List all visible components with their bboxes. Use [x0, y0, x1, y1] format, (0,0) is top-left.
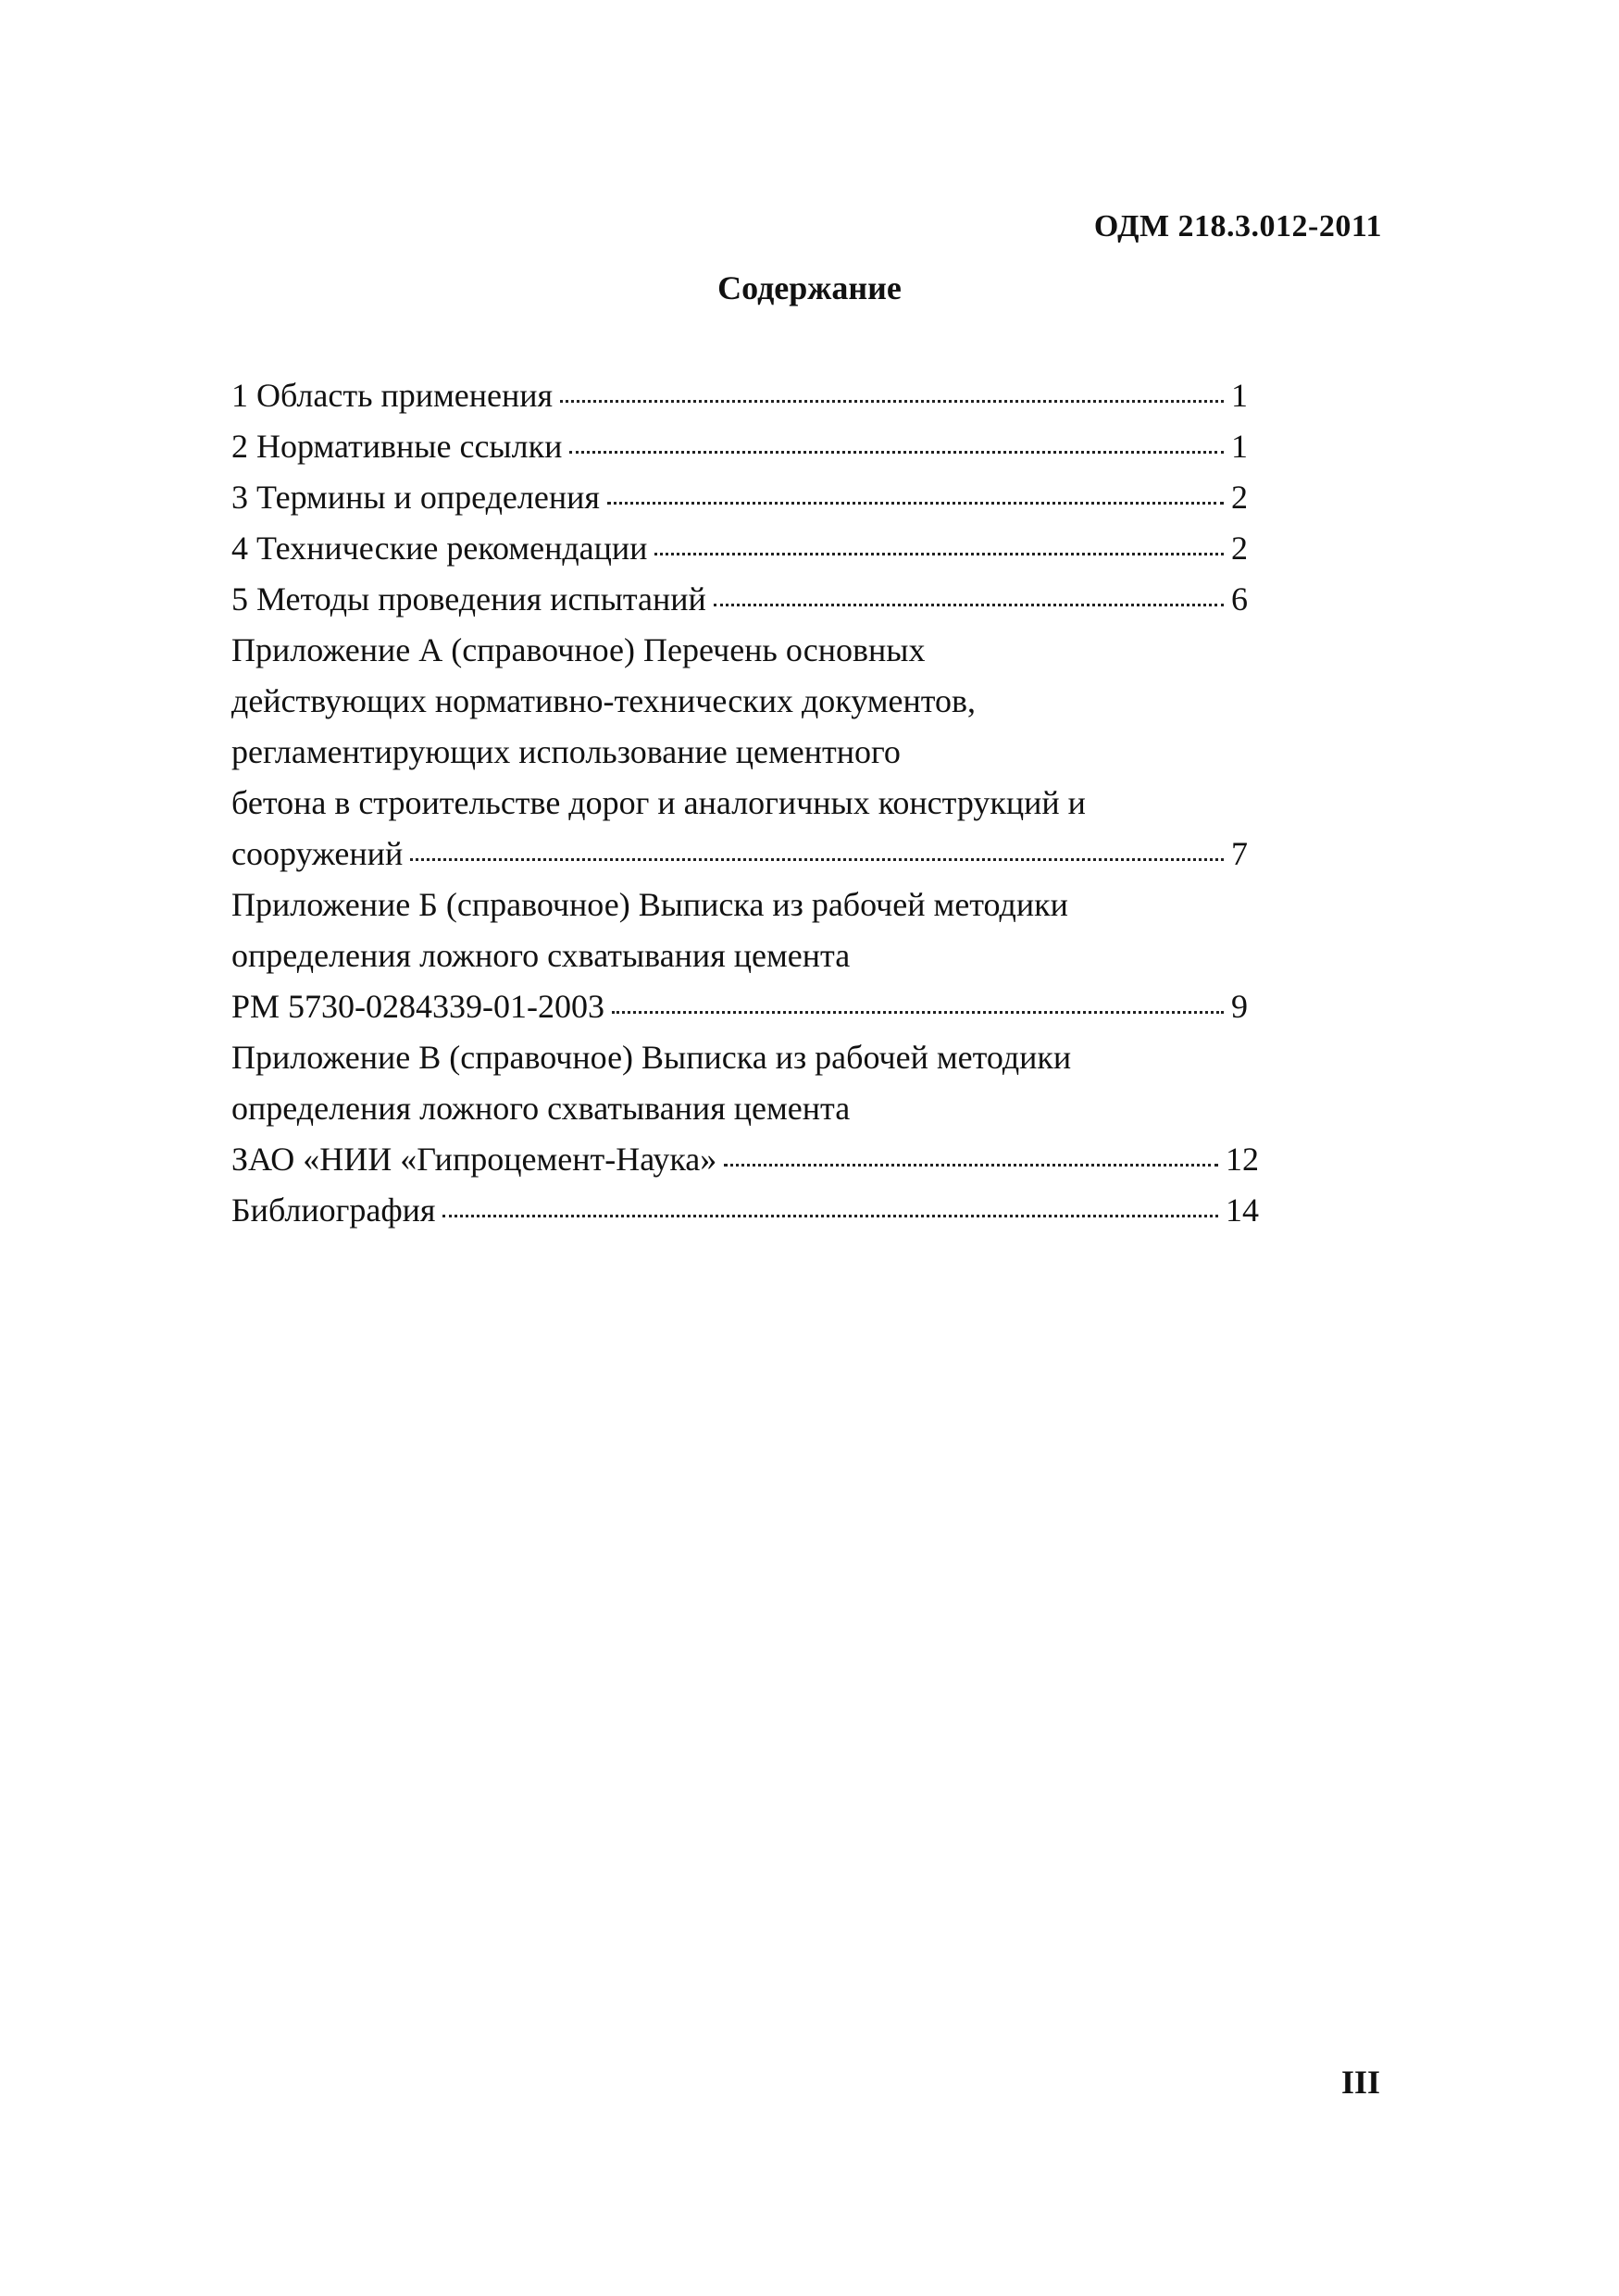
- toc-entry-label: РМ 5730-0284339-01-2003: [231, 988, 604, 1025]
- toc-entry[interactable]: [231, 370, 1259, 421]
- toc-entry-text-line: определения ложного схватывания цемента: [231, 937, 851, 974]
- toc-entry-page: 1: [1231, 377, 1248, 414]
- dot-leader: [714, 604, 1224, 606]
- toc-entry-label: ЗАО «НИИ «Гипроцемент-Наука»: [231, 1141, 717, 1178]
- toc-entry[interactable]: [231, 421, 1259, 472]
- toc-entry-label: Библиография: [231, 1192, 436, 1229]
- toc-entry-appendix-v[interactable]: [231, 1032, 1259, 1185]
- toc-entry-page: 7: [1231, 835, 1248, 872]
- toc-entry-page: 9: [1231, 988, 1248, 1025]
- toc-entry-page: 14: [1226, 1192, 1259, 1229]
- toc-entry-label: 5 Методы проведения испытаний: [231, 580, 706, 618]
- dot-leader: [442, 1215, 1218, 1217]
- toc-entry-text-line: Приложение Б (справочное) Выписка из рабочей методики: [231, 886, 1068, 923]
- dot-leader: [569, 451, 1224, 454]
- toc-entry-page: 12: [1226, 1141, 1259, 1178]
- toc-entry-last-line: [231, 981, 1259, 1032]
- toc-entry-text-line: Приложение В (справочное) Выписка из рабочей методики: [231, 1039, 1072, 1076]
- toc-entry-label: 4 Технические рекомендации: [231, 530, 648, 567]
- dot-leader: [607, 502, 1224, 505]
- dot-leader: [724, 1164, 1218, 1167]
- table-of-contents: [231, 370, 1259, 1236]
- dot-leader: [410, 858, 1224, 861]
- toc-entry-text-line: регламентирующих использование цементного: [231, 733, 901, 770]
- toc-entry-text-line: действующих нормативно-технических документов,: [231, 682, 977, 719]
- page-number: III: [1340, 2064, 1380, 2101]
- toc-entry[interactable]: [231, 523, 1259, 574]
- document-code: ОДМ 218.3.012-2011: [1093, 209, 1382, 243]
- dot-leader: [654, 553, 1224, 555]
- toc-entry-page: 1: [1231, 428, 1248, 465]
- toc-entry-label: 2 Нормативные ссылки: [231, 428, 563, 465]
- dot-leader: [612, 1011, 1224, 1014]
- toc-entry-last-line: [231, 829, 1259, 880]
- toc-entry[interactable]: [231, 472, 1259, 523]
- toc-entry-text-line: определения ложного схватывания цемента: [231, 1090, 851, 1127]
- toc-entry-appendix-a[interactable]: [231, 625, 1259, 880]
- toc-entry[interactable]: [231, 574, 1259, 625]
- toc-entry-label: сооружений: [231, 835, 404, 872]
- toc-entry-label: 3 Термины и определения: [231, 479, 600, 516]
- toc-entry-last-line: [231, 1134, 1259, 1185]
- toc-entry[interactable]: [231, 1185, 1259, 1236]
- toc-entry-page: 6: [1231, 580, 1248, 618]
- toc-entry-text-line: Приложение А (справочное) Перечень основных: [231, 631, 926, 668]
- dot-leader: [560, 400, 1224, 403]
- toc-entry-appendix-b[interactable]: [231, 880, 1259, 1032]
- toc-entry-text-line: бетона в строительстве дорог и аналогичных конструкций и: [231, 784, 1086, 821]
- toc-entry-page: 2: [1231, 479, 1248, 516]
- toc-entry-label: 1 Область применения: [231, 377, 554, 414]
- toc-entry-page: 2: [1231, 530, 1248, 567]
- toc-title: Содержание: [717, 269, 902, 306]
